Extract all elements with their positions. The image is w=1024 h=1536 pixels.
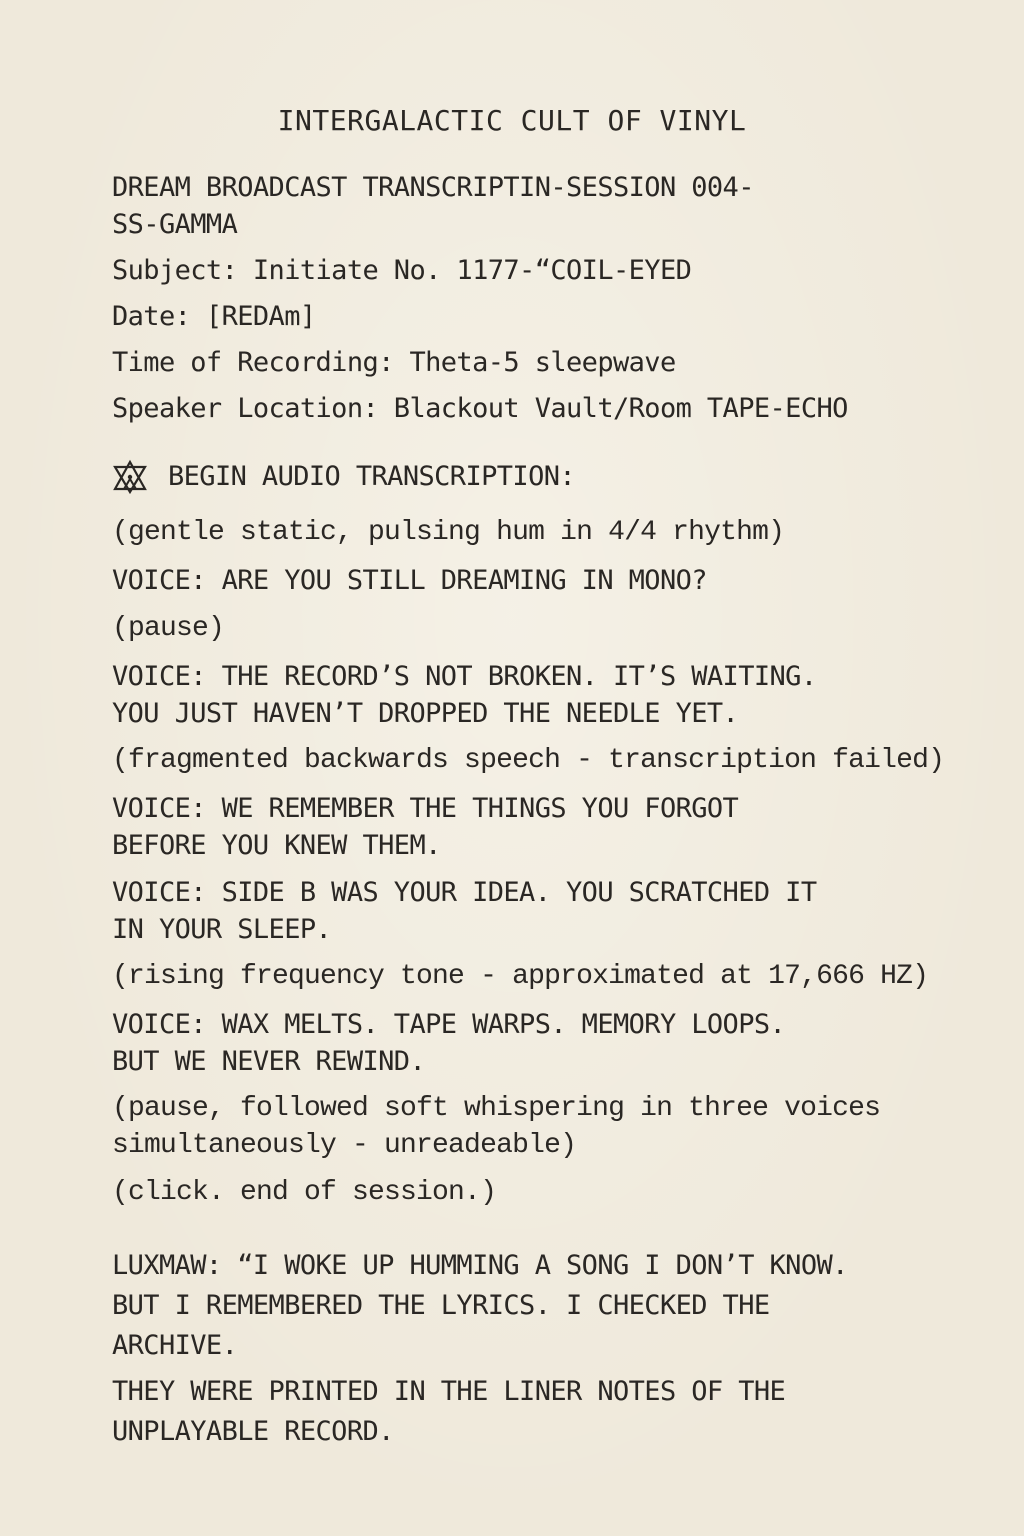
doc-line-1: DREAM BROADCAST TRANSCRIPTIN-SESSION 004- xyxy=(112,172,754,203)
transcript-entry xyxy=(112,1174,972,1212)
triangle-sigil-icon xyxy=(112,459,148,495)
header-block xyxy=(112,170,972,428)
stage-direction: (pause, followed soft whispering in three voices xyxy=(112,1093,881,1124)
closing-line: BUT I REMEMBERED THE LYRICS. I CHECKED THE xyxy=(112,1290,770,1321)
transcript-entry xyxy=(112,958,972,996)
transcript-entry xyxy=(112,610,972,648)
transcript-entry xyxy=(112,1090,972,1164)
closing-note xyxy=(112,1246,972,1452)
closing-line: THEY WERE PRINTED IN THE LINER NOTES OF THE xyxy=(112,1376,786,1407)
transcript-entry xyxy=(112,562,972,600)
closing-line: LUXMAW: “I WOKE UP HUMMING A SONG I DON’T KNOW. xyxy=(112,1250,848,1281)
transcript-entry xyxy=(112,1006,972,1080)
doc-line-2: SS-GAMMA xyxy=(112,209,238,240)
transcript-entry xyxy=(112,874,972,948)
begin-label: BEGIN AUDIO TRANSCRIPTION: xyxy=(168,461,576,492)
subject-line: Subject: Initiate No. 1177-“COIL-EYED xyxy=(112,255,692,286)
stage-direction: (click. end of session.) xyxy=(112,1177,497,1208)
transcript-entry xyxy=(112,790,972,864)
transcript-entry xyxy=(112,658,972,732)
closing-line: ARCHIVE. xyxy=(112,1330,238,1361)
stage-direction: simultaneously - unreadeable) xyxy=(112,1130,577,1161)
location-line: Speaker Location: Blackout Vault/Room TAPE-ECHO xyxy=(112,393,848,424)
stage-direction: (rising frequency tone - approximated at 17,666 HZ) xyxy=(112,961,929,992)
document-title: INTERGALACTIC CULT OF VINYL xyxy=(277,104,747,137)
document-body xyxy=(112,170,972,1452)
voice-line: BEFORE YOU KNEW THEM. xyxy=(112,830,441,861)
voice-line: VOICE: WE REMEMBER THE THINGS YOU FORGOT xyxy=(112,793,739,824)
time-line: Time of Recording: Theta-5 sleepwave xyxy=(112,347,676,378)
voice-line: IN YOUR SLEEP. xyxy=(112,914,332,945)
closing-line: UNPLAYABLE RECORD. xyxy=(112,1416,394,1447)
date-line: Date: [REDAm] xyxy=(112,301,316,332)
transcript-entry xyxy=(112,742,972,780)
stage-direction: (pause) xyxy=(112,613,225,644)
stage-direction: (fragmented backwards speech - transcription failed) xyxy=(112,745,945,776)
voice-line: BUT WE NEVER REWIND. xyxy=(112,1046,426,1077)
begin-transcription-heading xyxy=(112,458,972,496)
voice-line: VOICE: THE RECORD’S NOT BROKEN. IT’S WAITING. xyxy=(112,661,817,692)
voice-line: YOU JUST HAVEN’T DROPPED THE NEEDLE YET. xyxy=(112,698,739,729)
stage-direction: (gentle static, pulsing hum in 4/4 rhythm) xyxy=(112,517,785,548)
voice-line: VOICE: WAX MELTS. TAPE WARPS. MEMORY LOOPS. xyxy=(112,1009,786,1040)
voice-line: VOICE: SIDE B WAS YOUR IDEA. YOU SCRATCHED IT xyxy=(112,877,817,908)
transcript-entry xyxy=(112,514,972,552)
voice-line: VOICE: ARE YOU STILL DREAMING IN MONO? xyxy=(112,565,707,596)
